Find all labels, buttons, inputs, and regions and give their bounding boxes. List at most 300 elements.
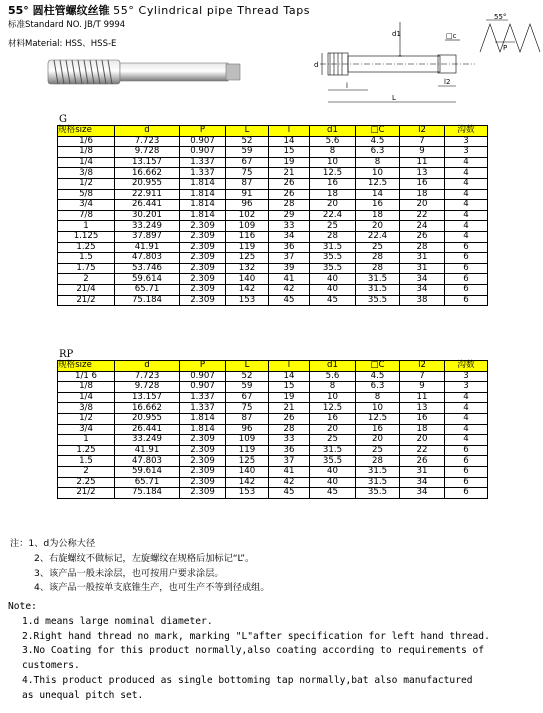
note-en-item: 4.This product produced as single bottoming tap normally,bat also manufactured — [22, 674, 473, 686]
table-cell: 142 — [226, 284, 269, 295]
table-cell: 1.337 — [180, 157, 226, 168]
table-cell: 41.91 — [115, 242, 180, 253]
table-cell: 4 — [445, 189, 488, 200]
title-en: 55° Cylindrical pipe Thread Taps — [113, 4, 311, 17]
table-cell: 1/6 — [58, 136, 115, 147]
table-cell: 31 — [400, 253, 445, 264]
table-cell: 1.814 — [180, 189, 226, 200]
table-cell: 33.249 — [115, 435, 180, 446]
table-cell: 47.803 — [115, 253, 180, 264]
table-cell: 34 — [400, 477, 445, 488]
table-row — [58, 435, 488, 446]
table-cell: 6.3 — [356, 382, 400, 393]
table-cell: 1.337 — [180, 168, 226, 179]
table-cell: 7 — [400, 371, 445, 382]
note-en-item: 1.d means large nominal diameter. — [22, 615, 213, 627]
table-cell: 21 — [269, 168, 310, 179]
table-cell: 19 — [269, 157, 310, 168]
table-cell: 119 — [226, 242, 269, 253]
table-cell: 6 — [445, 253, 488, 264]
table-cell: 40 — [310, 477, 356, 488]
table-cell: 26.441 — [115, 424, 180, 435]
table-cell: 24 — [400, 221, 445, 232]
table-cell: 10 — [310, 392, 356, 403]
table-cell: 36 — [269, 242, 310, 253]
table-cell: 1/2 — [58, 178, 115, 189]
table-cell: 13.157 — [115, 157, 180, 168]
table-cell: 1.5 — [58, 253, 115, 264]
table-cell: 3 — [445, 371, 488, 382]
table-cell: 91 — [226, 189, 269, 200]
table-cell: 7.723 — [115, 136, 180, 147]
table-cell: 28 — [269, 424, 310, 435]
table-row — [58, 157, 488, 168]
drawing-pitch-label: P — [503, 44, 508, 52]
table-row — [58, 371, 488, 382]
tap-drawing — [300, 12, 543, 108]
table-cell: 9 — [400, 382, 445, 393]
table-cell: 26 — [269, 413, 310, 424]
table-row — [58, 147, 488, 158]
table-cell: 153 — [226, 295, 269, 306]
table-row — [58, 189, 488, 200]
note-en-item: 2.Right hand thread no mark, marking "L"after specification for left hand thread. — [22, 630, 490, 642]
table-cell: 12.5 — [310, 403, 356, 414]
table-cell: 2 — [58, 274, 115, 285]
table-cell: 2 — [58, 466, 115, 477]
table-cell: 31.5 — [356, 466, 400, 477]
table-cell: 19 — [269, 392, 310, 403]
table-row — [58, 295, 488, 306]
table-cell: 40 — [310, 274, 356, 285]
column-header: d — [115, 126, 180, 137]
table-cell: 116 — [226, 231, 269, 242]
table-cell: 96 — [226, 424, 269, 435]
table-cell: 31.5 — [356, 284, 400, 295]
table-cell: 45 — [310, 295, 356, 306]
page-title — [8, 2, 310, 18]
table-cell: 8 — [310, 147, 356, 158]
title-cn: 55° 圆柱管螺纹丝锥 — [8, 4, 110, 17]
group-g-label: G — [59, 114, 67, 125]
table-cell: 15 — [269, 382, 310, 393]
table-cell: 20 — [400, 200, 445, 211]
table-cell: 3/4 — [58, 424, 115, 435]
table-cell: 34 — [400, 274, 445, 285]
table-cell: 37.897 — [115, 231, 180, 242]
table-cell: 4 — [445, 200, 488, 211]
table-cell: 36 — [269, 445, 310, 456]
table-cell: 109 — [226, 435, 269, 446]
table-cell: 12.5 — [356, 178, 400, 189]
table-cell: 21/2 — [58, 295, 115, 306]
column-header: d1 — [310, 361, 356, 372]
table-cell: 28 — [400, 242, 445, 253]
table-cell: 5.6 — [310, 136, 356, 147]
drawing-L-label: L — [392, 94, 396, 102]
table-cell: 31 — [400, 466, 445, 477]
table-cell: 41 — [269, 466, 310, 477]
table-cell: 28 — [269, 200, 310, 211]
table-row — [58, 488, 488, 499]
table-cell: 4 — [445, 403, 488, 414]
notes-chinese — [10, 537, 270, 596]
table-cell: 34 — [400, 284, 445, 295]
table-cell: 14 — [269, 136, 310, 147]
column-header: P — [180, 361, 226, 372]
table-row — [58, 210, 488, 221]
table-cell: 35.5 — [310, 456, 356, 467]
table-row — [58, 477, 488, 488]
table-cell: 18 — [400, 424, 445, 435]
table-cell: 75 — [226, 168, 269, 179]
column-header: d — [115, 361, 180, 372]
table-cell: 2.309 — [180, 242, 226, 253]
table-row — [58, 284, 488, 295]
table-cell: 21/2 — [58, 488, 115, 499]
table-row — [58, 242, 488, 253]
table-cell: 1/4 — [58, 392, 115, 403]
table-cell: 6 — [445, 445, 488, 456]
table-cell: 33.249 — [115, 221, 180, 232]
table-cell: 1 — [58, 435, 115, 446]
table-cell: 22 — [400, 445, 445, 456]
table-cell: 11 — [400, 392, 445, 403]
table-cell: 1.75 — [58, 263, 115, 274]
table-cell: 125 — [226, 456, 269, 467]
standard-value: JB/T 9994 — [84, 20, 126, 30]
table-cell: 3 — [445, 382, 488, 393]
table-cell: 25 — [310, 435, 356, 446]
note-cn-3: 3、该产品一般未涂层，也可按用户要求涂层。 — [34, 567, 224, 579]
table-cell: 26.441 — [115, 200, 180, 211]
table-cell: 7.723 — [115, 371, 180, 382]
table-cell: 1/8 — [58, 147, 115, 158]
table-cell: 7 — [400, 136, 445, 147]
drawing-l-label: l — [346, 82, 348, 90]
table-header-row — [58, 361, 488, 372]
table-cell: 25 — [356, 242, 400, 253]
table-cell: 8 — [356, 157, 400, 168]
table-cell: 4 — [445, 424, 488, 435]
table-cell: 1.125 — [58, 231, 115, 242]
table-row — [58, 231, 488, 242]
table-cell: 8 — [356, 392, 400, 403]
column-header: 沟数 — [445, 126, 488, 137]
table-row — [58, 253, 488, 264]
table-cell: 25 — [356, 445, 400, 456]
table-cell: 9.728 — [115, 382, 180, 393]
table-cell: 16 — [356, 200, 400, 211]
column-header: P — [180, 126, 226, 137]
table-cell: 2.309 — [180, 456, 226, 467]
table-cell: 42 — [269, 284, 310, 295]
table-rp — [57, 360, 488, 499]
table-cell: 3/8 — [58, 403, 115, 414]
table-cell: 10 — [310, 157, 356, 168]
table-cell: 2.309 — [180, 488, 226, 499]
column-header: l2 — [400, 361, 445, 372]
notes-english — [8, 600, 490, 704]
drawing-angle-label: 55° — [494, 13, 507, 21]
table-cell: 33 — [269, 221, 310, 232]
table-cell: 2.309 — [180, 466, 226, 477]
table-cell: 2.309 — [180, 284, 226, 295]
table-cell: 35.5 — [356, 488, 400, 499]
table-cell: 109 — [226, 221, 269, 232]
table-cell: 31.5 — [356, 274, 400, 285]
table-cell: 1.814 — [180, 413, 226, 424]
table-cell: 33 — [269, 435, 310, 446]
column-header: 沟数 — [445, 361, 488, 372]
table-cell: 67 — [226, 392, 269, 403]
table-cell: 26 — [269, 178, 310, 189]
table-cell: 125 — [226, 253, 269, 264]
table-cell: 2.25 — [58, 477, 115, 488]
table-cell: 14 — [269, 371, 310, 382]
table-cell: 7/8 — [58, 210, 115, 221]
table-cell: 28 — [310, 231, 356, 242]
table-cell: 20 — [310, 424, 356, 435]
table-cell: 4 — [445, 157, 488, 168]
table-cell: 65.71 — [115, 284, 180, 295]
column-header: L — [226, 126, 269, 137]
table-cell: 6 — [445, 274, 488, 285]
table-cell: 38 — [400, 295, 445, 306]
drawing-l2-label: l2 — [444, 78, 451, 86]
table-cell: 6 — [445, 466, 488, 477]
table-cell: 1/1 6 — [58, 371, 115, 382]
table-cell: 119 — [226, 445, 269, 456]
page-header — [0, 0, 543, 110]
table-cell: 59 — [226, 382, 269, 393]
table-cell: 16 — [356, 424, 400, 435]
table-cell: 52 — [226, 371, 269, 382]
table-cell: 11 — [400, 157, 445, 168]
table-cell: 22 — [400, 210, 445, 221]
table-cell: 22.911 — [115, 189, 180, 200]
table-cell: 4.5 — [356, 136, 400, 147]
table-cell: 40 — [310, 284, 356, 295]
table-cell: 3/8 — [58, 168, 115, 179]
column-header: 规格size — [58, 126, 115, 137]
table-cell: 6 — [445, 284, 488, 295]
table-cell: 1.25 — [58, 445, 115, 456]
table-cell: 20 — [400, 435, 445, 446]
table-cell: 13 — [400, 403, 445, 414]
table-cell: 6 — [445, 295, 488, 306]
table-cell: 12.5 — [356, 413, 400, 424]
table-cell: 6 — [445, 488, 488, 499]
table-cell: 6 — [445, 456, 488, 467]
table-row — [58, 382, 488, 393]
table-cell: 10 — [356, 168, 400, 179]
column-header: d1 — [310, 126, 356, 137]
column-header: 规格size — [58, 361, 115, 372]
table-cell: 31.5 — [310, 242, 356, 253]
table-row — [58, 456, 488, 467]
table-cell: 4 — [445, 435, 488, 446]
table-cell: 1.814 — [180, 210, 226, 221]
table-cell: 1.337 — [180, 392, 226, 403]
column-header: L — [226, 361, 269, 372]
table-cell: 3 — [445, 147, 488, 158]
table-cell: 29 — [269, 210, 310, 221]
table-cell: 2.309 — [180, 231, 226, 242]
table-cell: 21 — [269, 403, 310, 414]
table-cell: 59.614 — [115, 466, 180, 477]
table-cell: 0.907 — [180, 371, 226, 382]
table-cell: 26 — [400, 456, 445, 467]
table-cell: 31 — [400, 263, 445, 274]
table-cell: 35.5 — [310, 253, 356, 264]
table-cell: 22.4 — [310, 210, 356, 221]
table-cell: 13 — [400, 168, 445, 179]
table-cell: 65.71 — [115, 477, 180, 488]
table-header-row — [58, 126, 488, 137]
table-cell: 3/4 — [58, 200, 115, 211]
table-cell: 16.662 — [115, 168, 180, 179]
table-cell: 1/2 — [58, 413, 115, 424]
note-cn-4: 4、该产品一般按单支底锥生产，也可生产不等到径成组。 — [34, 582, 270, 594]
table-cell: 2.309 — [180, 435, 226, 446]
table-cell: 59 — [226, 147, 269, 158]
table-cell: 2.309 — [180, 477, 226, 488]
material-value: HSS、HSS-E — [65, 39, 117, 49]
table-cell: 18 — [310, 189, 356, 200]
table-cell: 21/4 — [58, 284, 115, 295]
table-cell: 5.6 — [310, 371, 356, 382]
table-cell: 2.309 — [180, 274, 226, 285]
table-cell: 102 — [226, 210, 269, 221]
table-cell: 26 — [269, 189, 310, 200]
table-cell: 16 — [310, 413, 356, 424]
table-cell: 132 — [226, 263, 269, 274]
table-cell: 16 — [310, 178, 356, 189]
table-cell: 6 — [445, 477, 488, 488]
table-cell: 1.25 — [58, 242, 115, 253]
table-cell: 20.955 — [115, 413, 180, 424]
table-row — [58, 168, 488, 179]
table-cell: 96 — [226, 200, 269, 211]
table-cell: 41 — [269, 274, 310, 285]
table-cell: 75.184 — [115, 488, 180, 499]
table-cell: 4 — [445, 231, 488, 242]
table-cell: 35.5 — [310, 263, 356, 274]
table-cell: 12.5 — [310, 168, 356, 179]
note-cn-1: 注：1、d为公称大径 — [10, 538, 96, 549]
table-row — [58, 136, 488, 147]
column-header: □C — [356, 126, 400, 137]
table-cell: 4.5 — [356, 371, 400, 382]
table-cell: 1.5 — [58, 456, 115, 467]
table-row — [58, 200, 488, 211]
table-cell: 8 — [310, 382, 356, 393]
table-cell: 75.184 — [115, 295, 180, 306]
table-cell: 45 — [269, 295, 310, 306]
table-row — [58, 424, 488, 435]
table-cell: 16 — [400, 178, 445, 189]
table-cell: 0.907 — [180, 147, 226, 158]
table-cell: 140 — [226, 274, 269, 285]
table-cell: 87 — [226, 178, 269, 189]
table-cell: 2.309 — [180, 445, 226, 456]
note-cn-2: 2、右旋螺纹不做标记，左旋螺纹在规格后加标记“L”。 — [34, 552, 255, 564]
table-row — [58, 413, 488, 424]
group-rp-label: RP — [59, 349, 74, 360]
table-cell: 0.907 — [180, 136, 226, 147]
note-en-item: 3.No Coating for this product normally,also coating according to requirements of — [22, 645, 485, 657]
column-header: □C — [356, 361, 400, 372]
table-cell: 28 — [356, 253, 400, 264]
drawing-square-label: □c — [446, 32, 457, 40]
table-row — [58, 274, 488, 285]
table-cell: 67 — [226, 157, 269, 168]
table-cell: 37 — [269, 253, 310, 264]
table-cell: 45 — [269, 488, 310, 499]
table-cell: 30.201 — [115, 210, 180, 221]
table-cell: 0.907 — [180, 382, 226, 393]
table-cell: 87 — [226, 413, 269, 424]
table-cell: 5/8 — [58, 189, 115, 200]
table-cell: 16.662 — [115, 403, 180, 414]
table-cell: 2.309 — [180, 253, 226, 264]
table-cell: 4 — [445, 168, 488, 179]
table-cell: 47.803 — [115, 456, 180, 467]
table-cell: 4 — [445, 221, 488, 232]
table-cell: 4 — [445, 210, 488, 221]
column-header: l — [269, 126, 310, 137]
table-cell: 1.814 — [180, 424, 226, 435]
table-cell: 9 — [400, 147, 445, 158]
table-cell: 10 — [356, 403, 400, 414]
table-cell: 37 — [269, 456, 310, 467]
table-cell: 20.955 — [115, 178, 180, 189]
table-cell: 35.5 — [356, 295, 400, 306]
table-cell: 4 — [445, 392, 488, 403]
standard-line — [8, 18, 125, 30]
table-cell: 28 — [356, 456, 400, 467]
table-cell: 3 — [445, 136, 488, 147]
table-cell: 18 — [400, 189, 445, 200]
standard-label: 标准Standard NO. — [8, 20, 82, 30]
table-cell: 75 — [226, 403, 269, 414]
table-cell: 41.91 — [115, 445, 180, 456]
table-row — [58, 466, 488, 477]
table-cell: 6.3 — [356, 147, 400, 158]
table-cell: 9.728 — [115, 147, 180, 158]
table-cell: 6 — [445, 263, 488, 274]
table-cell: 142 — [226, 477, 269, 488]
table-cell: 2.309 — [180, 221, 226, 232]
table-cell: 153 — [226, 488, 269, 499]
table-cell: 53.746 — [115, 263, 180, 274]
table-cell: 42 — [269, 477, 310, 488]
table-cell: 31.5 — [310, 445, 356, 456]
table-row — [58, 221, 488, 232]
note-en-item: customers. — [22, 660, 80, 672]
table-g — [57, 125, 488, 306]
table-cell: 22.4 — [356, 231, 400, 242]
column-header: l2 — [400, 126, 445, 137]
table-cell: 20 — [356, 435, 400, 446]
table-cell: 31.5 — [356, 477, 400, 488]
table-cell: 34 — [269, 231, 310, 242]
table-cell: 18 — [356, 210, 400, 221]
table-cell: 20 — [310, 200, 356, 211]
table-row — [58, 445, 488, 456]
table-cell: 16 — [400, 413, 445, 424]
